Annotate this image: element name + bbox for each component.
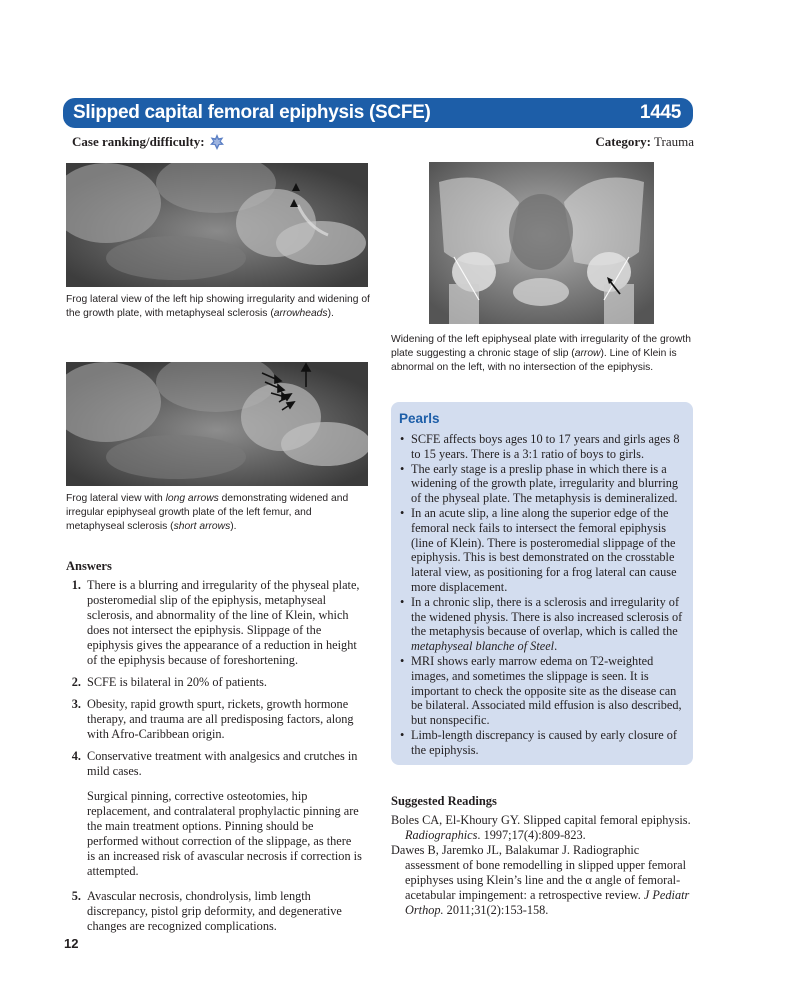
figure-caption-2: Widening of the left epiphyseal plate with irregularity of the growth plate suggesting a chronic stage of slip (arrow). Line of Klein is abnormal on the left, with no intersection of the epiphysis. [391, 334, 691, 373]
answer-item: 5. Avascular necrosis, chondrolysis, limb length discrepancy, pistol grip deformity, and degenerative changes are recognized complications. [71, 889, 342, 933]
pearls-heading: Pearls [399, 411, 440, 426]
case-ranking [72, 134, 225, 150]
readings-heading: Suggested Readings [391, 794, 497, 808]
page-title: Slipped capital femoral epiphysis (SCFE) [73, 102, 431, 123]
pearl-item: • In a chronic slip, there is a sclerosis and irregularity of the widened physis. There is also increased sclerosis of the metaphysis because of overlap, which is called the metaphyseal blanche of Steel. [400, 594, 683, 654]
xray-image-frog-lateral-2 [66, 362, 368, 486]
chapter-banner [63, 98, 693, 128]
answer-item: 1. There is a blurring and irregularity of the physeal plate, posteromedial slip of the epiphysis, metaphyseal sclerosis, and abnormality of the line of Klein, which does not intersect the epiphysis. Slippage of the epiphysis gives the appearance of a reduction in height of the epiphysis because of foreshortening. [71, 578, 360, 667]
category [595, 134, 694, 150]
category-value: Trauma [654, 134, 694, 149]
answer-item: 3. Obesity, rapid growth spurt, rickets, growth hormone therapy, and trauma are all predisposing factors, along with Afro-Caribbean origin. [71, 697, 354, 741]
pearl-item: • MRI shows early marrow edema on T2-weighted images, and sometimes the slippage is seen. It is important to check the opposite site as the disease can be bilateral. Associated mild effusion is also described, but nonspecific. [400, 653, 682, 728]
pearl-item: • In an acute slip, a line along the superior edge of the femoral neck fails to intersect the femoral epiphysis (line of Klein). There is posteromedial slippage of the epiphysis. This is best demonstrated on the crosstable lateral view, as positioning for a frog lateral can cause more displacement. [400, 505, 677, 594]
ranking-label: Case ranking/difficulty: [72, 134, 205, 149]
xray-image-ap-pelvis [429, 162, 654, 324]
difficulty-star-icon [209, 134, 225, 150]
pearl-item: • The early stage is a preslip phase in which there is a widening of the growth plate, irregularity and blurring of the physeal plate. The metaphysis is demineralized. [400, 461, 679, 506]
answer-item: 2. SCFE is bilateral in 20% of patients. [71, 675, 267, 689]
xray-image-frog-lateral-1 [66, 163, 368, 287]
readings-list [391, 813, 693, 918]
page-number: 12 [64, 936, 79, 951]
category-label: Category: [595, 134, 652, 149]
answer-item: 4. Conservative treatment with analgesics and crutches in mild cases. [71, 749, 358, 778]
answer-paragraph: Surgical pinning, corrective osteotomies, hip replacement, and contralateral prophylactic pinning are the main treatment options. Pinning should be performed without correction of the slippage, as there is an increased risk of avascular necrosis if correction is attempted. [87, 789, 362, 878]
case-number: 1445 [639, 102, 681, 123]
answers-heading: Answers [66, 559, 112, 573]
reference-item: Dawes B, Jaremko JL, Balakumar J. Radiographic assessment of bone remodelling in slipped upper femoral epiphyses using Klein’s line and the α angle of femoral-acetabular impingement: a retrospective review. J Pediatr Orthop. 2011;31(2):153-158. [391, 843, 690, 917]
figure-caption-1: Frog lateral view of the left hip showing irregularity and widening of the growth plate, with metaphyseal sclerosis (arrowheads). [66, 294, 370, 319]
reference-item: Boles CA, El-Khoury GY. Slipped capital femoral epiphysis. Radiographics. 1997;17(4):809-823. [391, 813, 691, 842]
pearls-box [391, 402, 693, 765]
figure-caption-3: Frog lateral view with long arrows demonstrating widened and irregular epiphyseal growth plate of the left femur, and metaphyseal sclerosis (short arrows). [66, 493, 349, 532]
pearl-item: • SCFE affects boys ages 10 to 17 years and girls ages 8 to 15 years. There is a 3:1 ratio of boys to girls. [400, 432, 680, 461]
answers-list [66, 578, 362, 941]
pearl-item: • Limb-length discrepancy is caused by early closure of the epiphysis. [400, 727, 677, 757]
